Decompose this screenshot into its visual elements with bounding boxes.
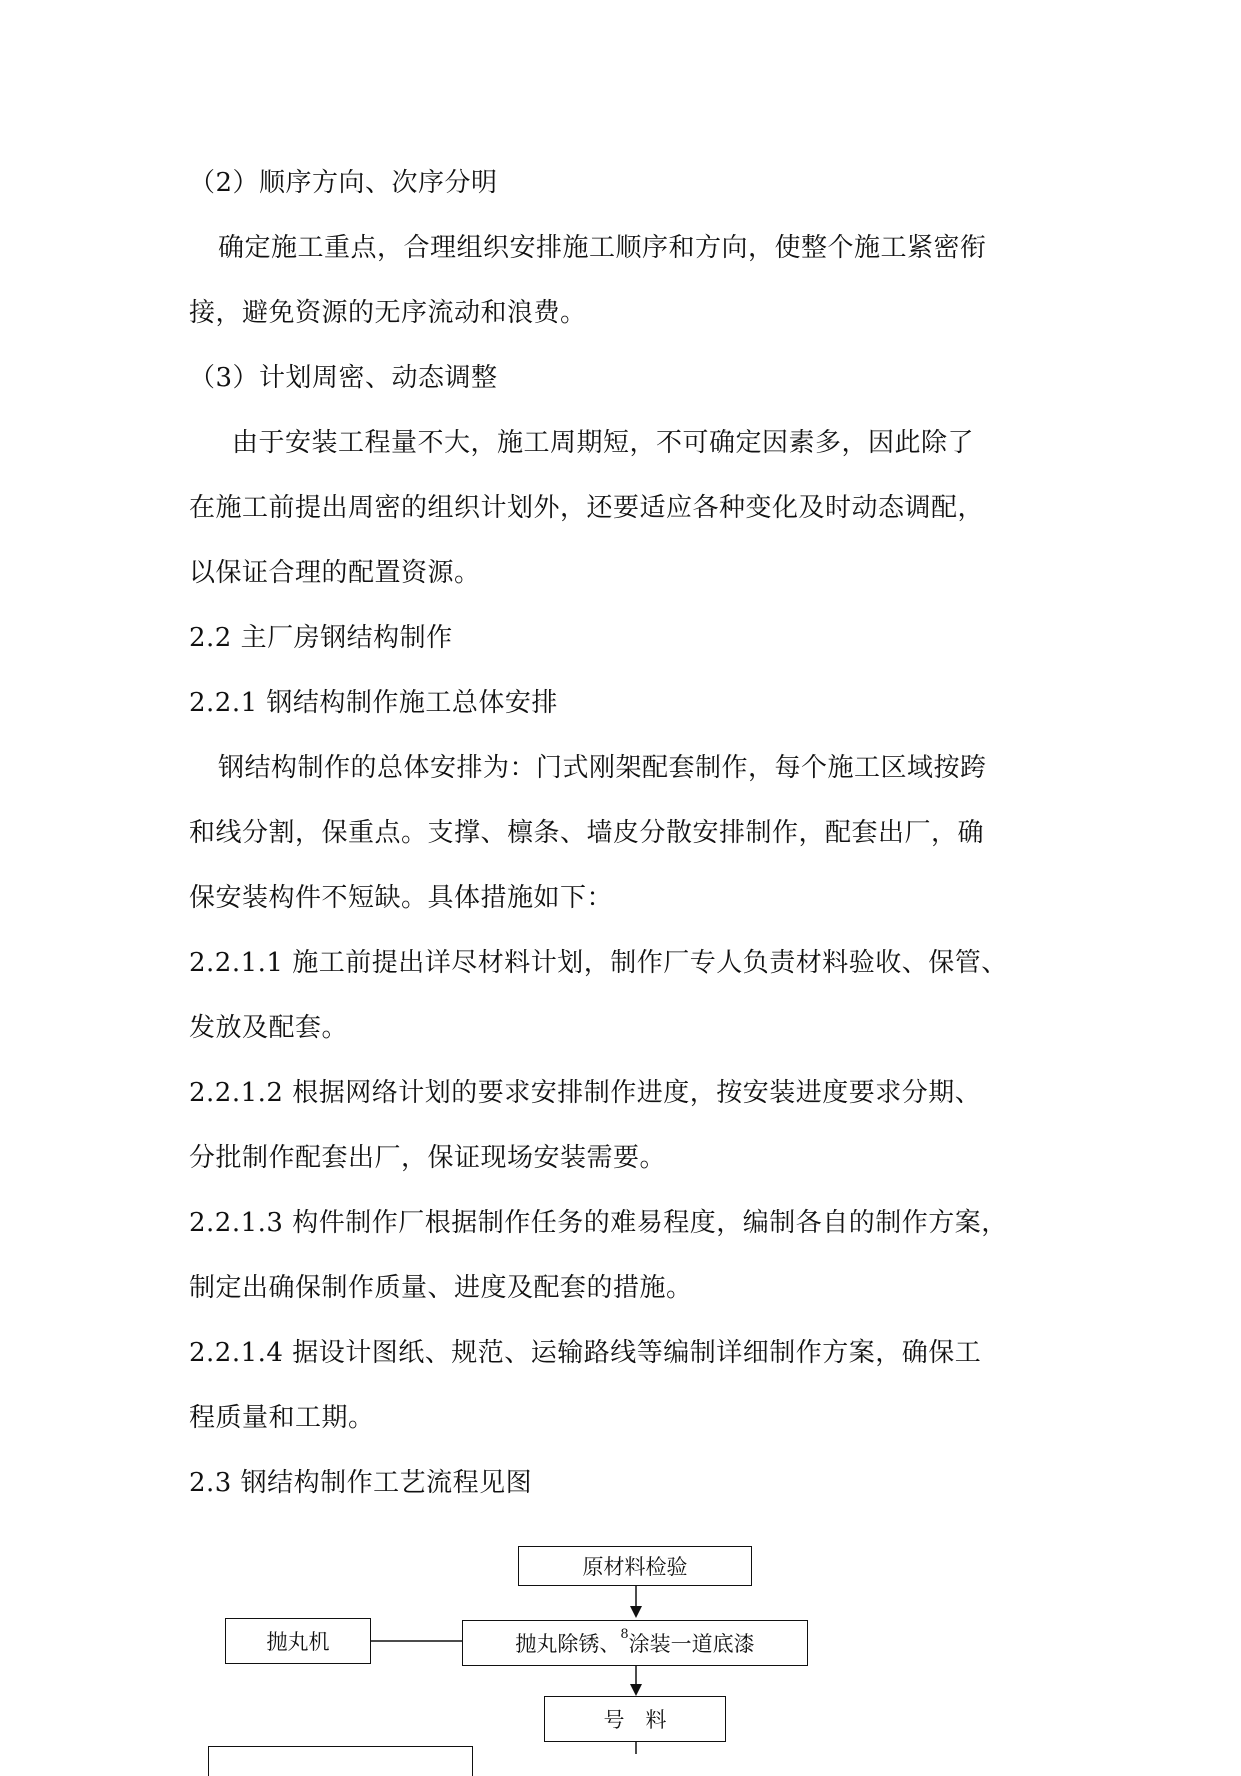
next-step-box-partial (208, 1746, 473, 1776)
derust-label-part1: 抛丸除锈、 (515, 1632, 621, 1656)
marking-box (544, 1696, 726, 1742)
subheading-planning: （3）计划周密、动态调整 (189, 363, 498, 393)
item-2-2-1-1: 2.2.1.1 施工前提出详尽材料计划，制作厂专人负责材料验收、保管、 (189, 948, 1008, 978)
paragraph-line: 和线分割，保重点。支撑、檩条、墙皮分散安排制作，配套出厂，确 (189, 818, 985, 848)
shot-blast-machine-box (225, 1618, 371, 1664)
raw-material-inspection-label: 原材料检验 (582, 1555, 688, 1579)
section-heading-2-2: 2.2 主厂房钢结构制作 (189, 623, 453, 653)
paragraph-line: 在施工前提出周密的组织计划外，还要适应各种变化及时动态调配， (189, 493, 985, 523)
derust-label-part2: 涂装一道底漆 (628, 1632, 755, 1656)
paragraph-line: 分批制作配套出厂，保证现场安装需要。 (189, 1143, 667, 1173)
paragraph-line: 发放及配套。 (189, 1013, 349, 1043)
section-heading-2-2-1: 2.2.1 钢结构制作施工总体安排 (189, 688, 558, 718)
paragraph-line: 钢结构制作的总体安排为：门式刚架配套制作，每个施工区域按跨 (218, 753, 987, 783)
section-heading-2-3: 2.3 钢结构制作工艺流程见图 (189, 1468, 533, 1498)
shot-blast-machine-label: 抛丸机 (266, 1630, 330, 1654)
paragraph-line: 确定施工重点，合理组织安排施工顺序和方向，使整个施工紧密衔 (218, 233, 987, 263)
paragraph-line: 程质量和工期。 (189, 1403, 375, 1433)
derust-primer-box (462, 1620, 808, 1666)
paragraph-line: 制定出确保制作质量、进度及配套的措施。 (189, 1273, 693, 1303)
subheading-sequence: （2）顺序方向、次序分明 (189, 168, 498, 198)
paragraph-line: 以保证合理的配置资源。 (189, 558, 481, 588)
item-2-2-1-2: 2.2.1.2 根据网络计划的要求安排制作进度，按安装进度要求分期、 (189, 1078, 982, 1108)
raw-material-inspection-box (518, 1546, 752, 1586)
item-2-2-1-3: 2.2.1.3 构件制作厂根据制作任务的难易程度，编制各自的制作方案， (189, 1208, 1008, 1238)
derust-superscript: 8 (620, 1626, 629, 1642)
item-2-2-1-4: 2.2.1.4 据设计图纸、规范、运输路线等编制详细制作方案，确保工 (189, 1338, 982, 1368)
marking-label: 号 料 (603, 1708, 667, 1732)
paragraph-line: 保安装构件不短缺。具体措施如下： (189, 883, 614, 913)
paragraph-line: 接，避免资源的无序流动和浪费。 (189, 298, 587, 328)
paragraph-line: 由于安装工程量不大，施工周期短，不可确定因素多，因此除了 (232, 428, 975, 458)
